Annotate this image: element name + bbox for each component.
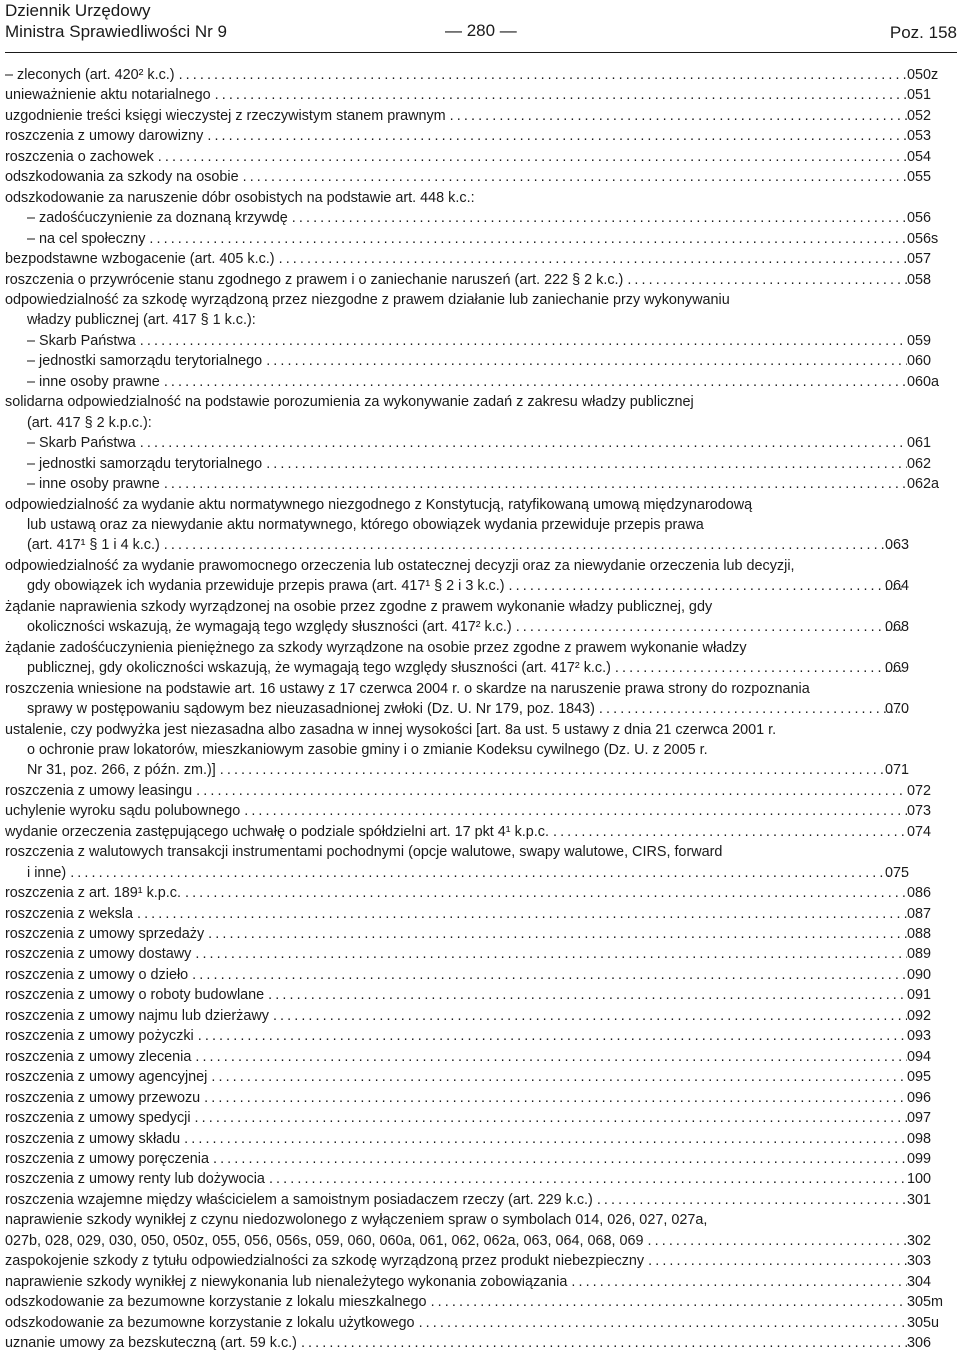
- case-symbol-code: 056s: [907, 230, 939, 247]
- index-entry: [5, 351, 955, 371]
- dot-leader: [215, 85, 907, 105]
- dot-leader: [301, 1333, 907, 1353]
- case-symbol-code: 099: [907, 1151, 932, 1168]
- index-entry: [5, 249, 955, 269]
- index-entry: [5, 392, 955, 433]
- index-entry: [5, 904, 955, 924]
- index-entry: [5, 1210, 955, 1251]
- dot-leader: [648, 1231, 907, 1251]
- dot-leader: [509, 576, 907, 596]
- entry-text-continued: (art. 417 § 2 k.p.c.):: [27, 414, 152, 431]
- entry-text: – jednostki samorządu terytorialnego: [27, 353, 263, 370]
- dot-leader: [196, 781, 907, 801]
- case-symbol-code: 060: [907, 353, 932, 370]
- entry-text: odpowiedzialność za wydanie prawomocnego orzeczenia lub ostatecznej decyzji oraz za niewydanie orzeczenia lub decyzji,: [5, 557, 795, 574]
- dot-leader: [279, 249, 907, 269]
- entry-text: roszczenia z walutowych transakcji instrumentami pochodnymi (opcje walutowe, swapy walutowe, CIRS, forward: [5, 844, 723, 861]
- case-symbol-code: 068: [885, 619, 910, 636]
- entry-text: roszczenia z umowy dostawy: [5, 946, 192, 963]
- index-entry: [5, 433, 955, 453]
- dot-leader: [208, 924, 907, 944]
- entry-text: roszczenia o przywrócenie stanu zgodnego z prawem i o zaniechanie naruszeń (art. 222 § 2 k.c.): [5, 271, 624, 288]
- dot-leader: [599, 699, 907, 719]
- entry-text-last: publicznej, gdy okoliczności wskazują, że wymagają tego względy słuszności (art. 417² k.c.): [27, 660, 611, 677]
- entry-text: żądanie zadośćuczynienia pieniężnego za szkody wyrządzone na osobie przez zgodne z prawem wykonanie władzy: [5, 639, 747, 656]
- dot-leader: [179, 65, 907, 85]
- page-number: — 280 —: [445, 21, 517, 40]
- ministry-name: Ministra Sprawiedliwości Nr 9: [5, 22, 228, 41]
- case-symbol-code: 062: [907, 455, 932, 472]
- dot-leader: [213, 1149, 907, 1169]
- case-symbol-code: 098: [907, 1130, 932, 1147]
- index-entry: [5, 1149, 955, 1169]
- index-entry: [5, 85, 955, 105]
- index-entry: [5, 985, 955, 1005]
- index-entry: [5, 781, 955, 801]
- case-symbol-code: 051: [907, 87, 932, 104]
- entry-text-last: Nr 31, poz. 266, z późn. zm.)]: [27, 762, 216, 779]
- entry-text-continued: władzy publicznej (art. 417 § 1 k.c.):: [27, 312, 256, 329]
- dot-leader: [195, 944, 907, 964]
- entry-text: odszkodowanie za bezumowne korzystanie z lokalu użytkowego: [5, 1314, 415, 1331]
- dot-leader: [192, 965, 907, 985]
- case-symbol-code: 062a: [907, 476, 940, 493]
- case-symbol-code: 054: [907, 148, 932, 165]
- index-entry: [5, 924, 955, 944]
- dot-leader: [195, 1047, 907, 1067]
- index-entry: [5, 801, 955, 821]
- entry-text: – zadośćuczynienie za doznaną krzywdę: [27, 210, 288, 227]
- case-symbol-code: 086: [907, 885, 932, 902]
- entry-text: odszkodowanie za bezumowne korzystanie z lokalu mieszkalnego: [5, 1294, 427, 1311]
- index-entry: [5, 290, 955, 331]
- case-symbol-code: 059: [907, 332, 932, 349]
- entry-text: uchylenie wyroku sądu polubownego: [5, 803, 241, 820]
- case-symbol-code: 097: [907, 1110, 932, 1127]
- case-symbol-code: 061: [907, 435, 932, 452]
- index-entry: [5, 1190, 955, 1210]
- index-entry: [5, 883, 955, 903]
- dot-leader: [266, 454, 907, 474]
- entry-text-continued: lub ustawą oraz za niewydanie aktu normatywnego, którego obowiązek wydania przewiduje przepis prawa: [27, 516, 704, 533]
- entry-text: naprawienie szkody wynikłej z niewykonania lub nienależytego wykonania zobowiązania: [5, 1273, 568, 1290]
- dot-leader: [243, 167, 907, 187]
- dot-leader: [207, 126, 907, 146]
- entry-text: – inne osoby prawne: [27, 373, 160, 390]
- entry-text: roszczenia z umowy leasingu: [5, 782, 193, 799]
- entry-text-continued: o ochronie praw lokatorów, mieszkaniowym zasobie gminy i o zmianie Kodeksu cywilnego (Dz. U. z 2005 r.: [27, 741, 708, 758]
- entry-text: roszczenia z umowy renty lub dożywocia: [5, 1171, 265, 1188]
- case-symbol-code: 075: [885, 864, 910, 881]
- page-header: [5, 0, 957, 48]
- case-symbol-code: 306: [907, 1335, 932, 1352]
- index-entry: [5, 638, 955, 679]
- entry-text: roszczenia z umowy zlecenia: [5, 1048, 192, 1065]
- case-symbol-code: 053: [907, 128, 932, 145]
- index-entry: [5, 229, 955, 249]
- entry-text: roszczenia o zachowek: [5, 148, 154, 165]
- index-entry: [5, 1272, 955, 1292]
- entry-text: – inne osoby prawne: [27, 476, 160, 493]
- entry-text: – na cel społeczny: [27, 230, 146, 247]
- index-entry: [5, 1251, 955, 1271]
- case-symbol-code: 063: [885, 537, 910, 554]
- entry-text: roszczenia z umowy najmu lub dzierżawy: [5, 1007, 269, 1024]
- index-entry: [5, 167, 955, 187]
- index-entry: [5, 1047, 955, 1067]
- header-divider: [5, 52, 957, 53]
- dot-leader: [164, 474, 907, 494]
- case-symbol-code: 064: [885, 578, 910, 595]
- dot-leader: [158, 147, 907, 167]
- index-entry: [5, 1169, 955, 1189]
- dot-leader: [140, 433, 907, 453]
- case-symbol-code: 052: [907, 107, 932, 124]
- dot-leader: [431, 1292, 907, 1312]
- entry-text: naprawienie szkody wynikłej z czynu niedozwolonego z wyłączeniem spraw o symbolach 014, 026, 027, 027a,: [5, 1212, 708, 1229]
- entry-text: roszczenia z umowy poręczenia: [5, 1151, 209, 1168]
- dot-leader: [195, 1108, 907, 1128]
- entry-text: odszkodowania za szkody na osobie: [5, 169, 239, 186]
- entry-text: – Skarb Państwa: [27, 435, 136, 452]
- index-entry: [5, 208, 955, 228]
- index-entry: [5, 147, 955, 167]
- case-symbol-code: 091: [907, 987, 932, 1004]
- entry-text: odszkodowanie za naruszenie dóbr osobistych na podstawie art. 448 k.c.:: [5, 189, 475, 206]
- index-entry: [5, 965, 955, 985]
- index-entry: [5, 188, 955, 208]
- position-number: Poz. 158: [889, 23, 957, 42]
- case-symbol-code: 073: [907, 803, 932, 820]
- dot-leader: [648, 1251, 907, 1271]
- case-symbol-code: 071: [885, 762, 910, 779]
- index-entry: [5, 679, 955, 720]
- entry-text: solidarna odpowiedzialność na podstawie porozumienia za wykonywanie zadań z zakresu władzy publicznej: [5, 394, 694, 411]
- entry-text: odpowiedzialność za szkodę wyrządzoną przez niezgodne z prawem działanie lub zaniechanie przy wykonywaniu: [5, 291, 730, 308]
- case-symbol-code: 092: [907, 1007, 932, 1024]
- entry-text: roszczenia z umowy sprzedaży: [5, 926, 205, 943]
- entry-text: unieważnienie aktu notarialnego: [5, 87, 211, 104]
- case-symbol-code: 301: [907, 1191, 932, 1208]
- case-symbol-code: 074: [907, 823, 932, 840]
- index-entry: [5, 495, 955, 556]
- index-entry: [5, 474, 955, 494]
- dot-leader: [185, 883, 907, 903]
- entry-text: żądanie naprawienia szkody wyrządzonej na osobie przez zgodne z prawem wykonanie władzy publicznej, gdy: [5, 598, 713, 615]
- dot-leader: [268, 985, 907, 1005]
- case-symbol-code: 087: [907, 905, 932, 922]
- entry-text: roszczenia z umowy przewozu: [5, 1089, 201, 1106]
- dot-leader: [516, 617, 907, 637]
- entry-text: roszczenia z umowy darowizny: [5, 128, 204, 145]
- entry-text: roszczenia z umowy o roboty budowlane: [5, 987, 265, 1004]
- case-symbol-code: 302: [907, 1232, 932, 1249]
- index-entry: [5, 1108, 955, 1128]
- index-entry: [5, 65, 955, 85]
- entry-text: uznanie umowy za bezskuteczną (art. 59 k.c.): [5, 1335, 297, 1352]
- index-entry: [5, 126, 955, 146]
- entry-text: bezpodstawne wzbogacenie (art. 405 k.c.): [5, 251, 275, 268]
- dot-leader: [266, 351, 907, 371]
- dot-leader: [571, 1272, 907, 1292]
- dot-leader: [211, 1067, 907, 1087]
- index-entry: [5, 270, 955, 290]
- dot-leader: [273, 1006, 907, 1026]
- index-entry: [5, 1129, 955, 1149]
- case-symbol-code: 100: [907, 1171, 932, 1188]
- dot-leader: [140, 331, 907, 351]
- index-entry: [5, 106, 955, 126]
- entry-text: roszczenia wzajemne między właścicielem a samoistnym posiadaczem rzeczy (art. 229 k.c.): [5, 1191, 593, 1208]
- entry-text: – zleconych (art. 420² k.c.): [5, 67, 175, 83]
- case-symbol-code: 090: [907, 966, 932, 983]
- entry-text-last: i inne): [27, 864, 67, 881]
- entry-text-last: 027b, 028, 029, 030, 050, 050z, 055, 056, 056s, 059, 060, 060a, 061, 062, 062a, 063, 064, 068, 069: [5, 1232, 644, 1249]
- dot-leader: [244, 801, 907, 821]
- journal-name: Dziennik Urzędowy: [5, 1, 151, 20]
- entry-text: – Skarb Państwa: [27, 332, 136, 349]
- dot-leader: [597, 1190, 907, 1210]
- case-symbol-code: 056: [907, 210, 932, 227]
- index-entry: [5, 1006, 955, 1026]
- journal-title: [5, 0, 227, 42]
- entry-text: odpowiedzialność za wydanie aktu normatywnego niezgodnego z Konstytucją, ratyfikowaną umową międzynarodową: [5, 496, 753, 513]
- case-symbol-code: 060a: [907, 373, 940, 390]
- entry-text: roszczenia z umowy agencyjnej: [5, 1069, 208, 1086]
- index-entry: [5, 842, 955, 883]
- entry-text: roszczenia z umowy o dzieło: [5, 966, 189, 983]
- index-entry: [5, 822, 955, 842]
- case-symbol-code: 305u: [907, 1314, 940, 1331]
- entry-text: zaspokojenie szkody z tytułu odpowiedzialności za szkodę wyrządzoną przez produkt niebezpieczny: [5, 1253, 645, 1270]
- case-symbol-code: 089: [907, 946, 932, 963]
- dot-leader: [164, 372, 907, 392]
- index-entry: [5, 944, 955, 964]
- entry-text-last: okoliczności wskazują, że wymagają tego względy słuszności (art. 417² k.c.): [27, 619, 512, 636]
- entry-text-last: gdy obowiązek ich wydania przewiduje przepis prawa (art. 417¹ § 2 i 3 k.c.): [27, 578, 505, 595]
- case-symbol-code: 096: [907, 1089, 932, 1106]
- case-symbol-code: 072: [907, 782, 932, 799]
- case-symbol-code: 050z: [907, 67, 939, 83]
- index-entry: [5, 720, 955, 781]
- case-symbol-code: 305m: [907, 1294, 943, 1311]
- case-symbol-code: 088: [907, 926, 932, 943]
- index-entry: [5, 1333, 955, 1353]
- dot-leader: [627, 270, 907, 290]
- case-symbol-code: 094: [907, 1048, 932, 1065]
- index-entry: [5, 597, 955, 638]
- dot-leader: [70, 863, 907, 883]
- index-entry: [5, 556, 955, 597]
- index-entry: [5, 454, 955, 474]
- entry-text-last: sprawy w postępowaniu sądowym bez nieuzasadnionej zwłoki (Dz. U. Nr 179, poz. 1843): [27, 701, 595, 718]
- case-symbol-code: 304: [907, 1273, 932, 1290]
- case-symbol-code: 069: [885, 660, 910, 677]
- case-symbol-index: [5, 65, 955, 1354]
- entry-text: uzgodnienie treści księgi wieczystej z rzeczywistym stanem prawnym: [5, 107, 446, 124]
- case-symbol-code: 058: [907, 271, 932, 288]
- dot-leader: [149, 229, 907, 249]
- entry-text: roszczenia z umowy pożyczki: [5, 1028, 194, 1045]
- entry-text: wydanie orzeczenia zastępującego uchwałę o podziale spółdzielni art. 17 pkt 4¹ k.p.c.: [5, 823, 549, 840]
- case-symbol-code: 303: [907, 1253, 932, 1270]
- dot-leader: [184, 1129, 907, 1149]
- index-entry: [5, 1088, 955, 1108]
- entry-text-last: (art. 417¹ § 1 i 4 k.c.): [27, 537, 160, 554]
- dot-leader: [553, 822, 907, 842]
- case-symbol-code: 095: [907, 1069, 932, 1086]
- dot-leader: [450, 106, 907, 126]
- index-entry: [5, 331, 955, 351]
- entry-text: roszczenia z umowy spedycji: [5, 1110, 191, 1127]
- dot-leader: [615, 658, 907, 678]
- case-symbol-code: 070: [885, 701, 910, 718]
- dot-leader: [292, 208, 907, 228]
- dot-leader: [164, 535, 907, 555]
- entry-text: roszczenia z art. 189¹ k.p.c.: [5, 885, 181, 902]
- index-entry: [5, 1292, 955, 1312]
- index-entry: [5, 372, 955, 392]
- entry-text: roszczenia z umowy składu: [5, 1130, 181, 1147]
- index-entry: [5, 1067, 955, 1087]
- index-entry: [5, 1026, 955, 1046]
- case-symbol-code: 055: [907, 169, 932, 186]
- entry-text: roszczenia wniesione na podstawie art. 16 ustawy z 17 czerwca 2004 r. o skardze na naruszenie prawa strony do rozpoznania: [5, 680, 810, 697]
- dot-leader: [137, 904, 907, 924]
- dot-leader: [198, 1026, 907, 1046]
- entry-text: roszczenia z weksla: [5, 905, 133, 922]
- dot-leader: [220, 760, 907, 780]
- dot-leader: [204, 1088, 907, 1108]
- dot-leader: [269, 1169, 907, 1189]
- index-entry: [5, 1313, 955, 1333]
- entry-text: – jednostki samorządu terytorialnego: [27, 455, 263, 472]
- case-symbol-code: 093: [907, 1028, 932, 1045]
- dot-leader: [419, 1313, 907, 1333]
- case-symbol-code: 057: [907, 251, 932, 268]
- entry-text: ustalenie, czy podwyżka jest niezasadna albo zasadna w innej wysokości [art. 8a ust. 5 ustawy z dnia 21 czerwca 2001 r.: [5, 721, 777, 738]
